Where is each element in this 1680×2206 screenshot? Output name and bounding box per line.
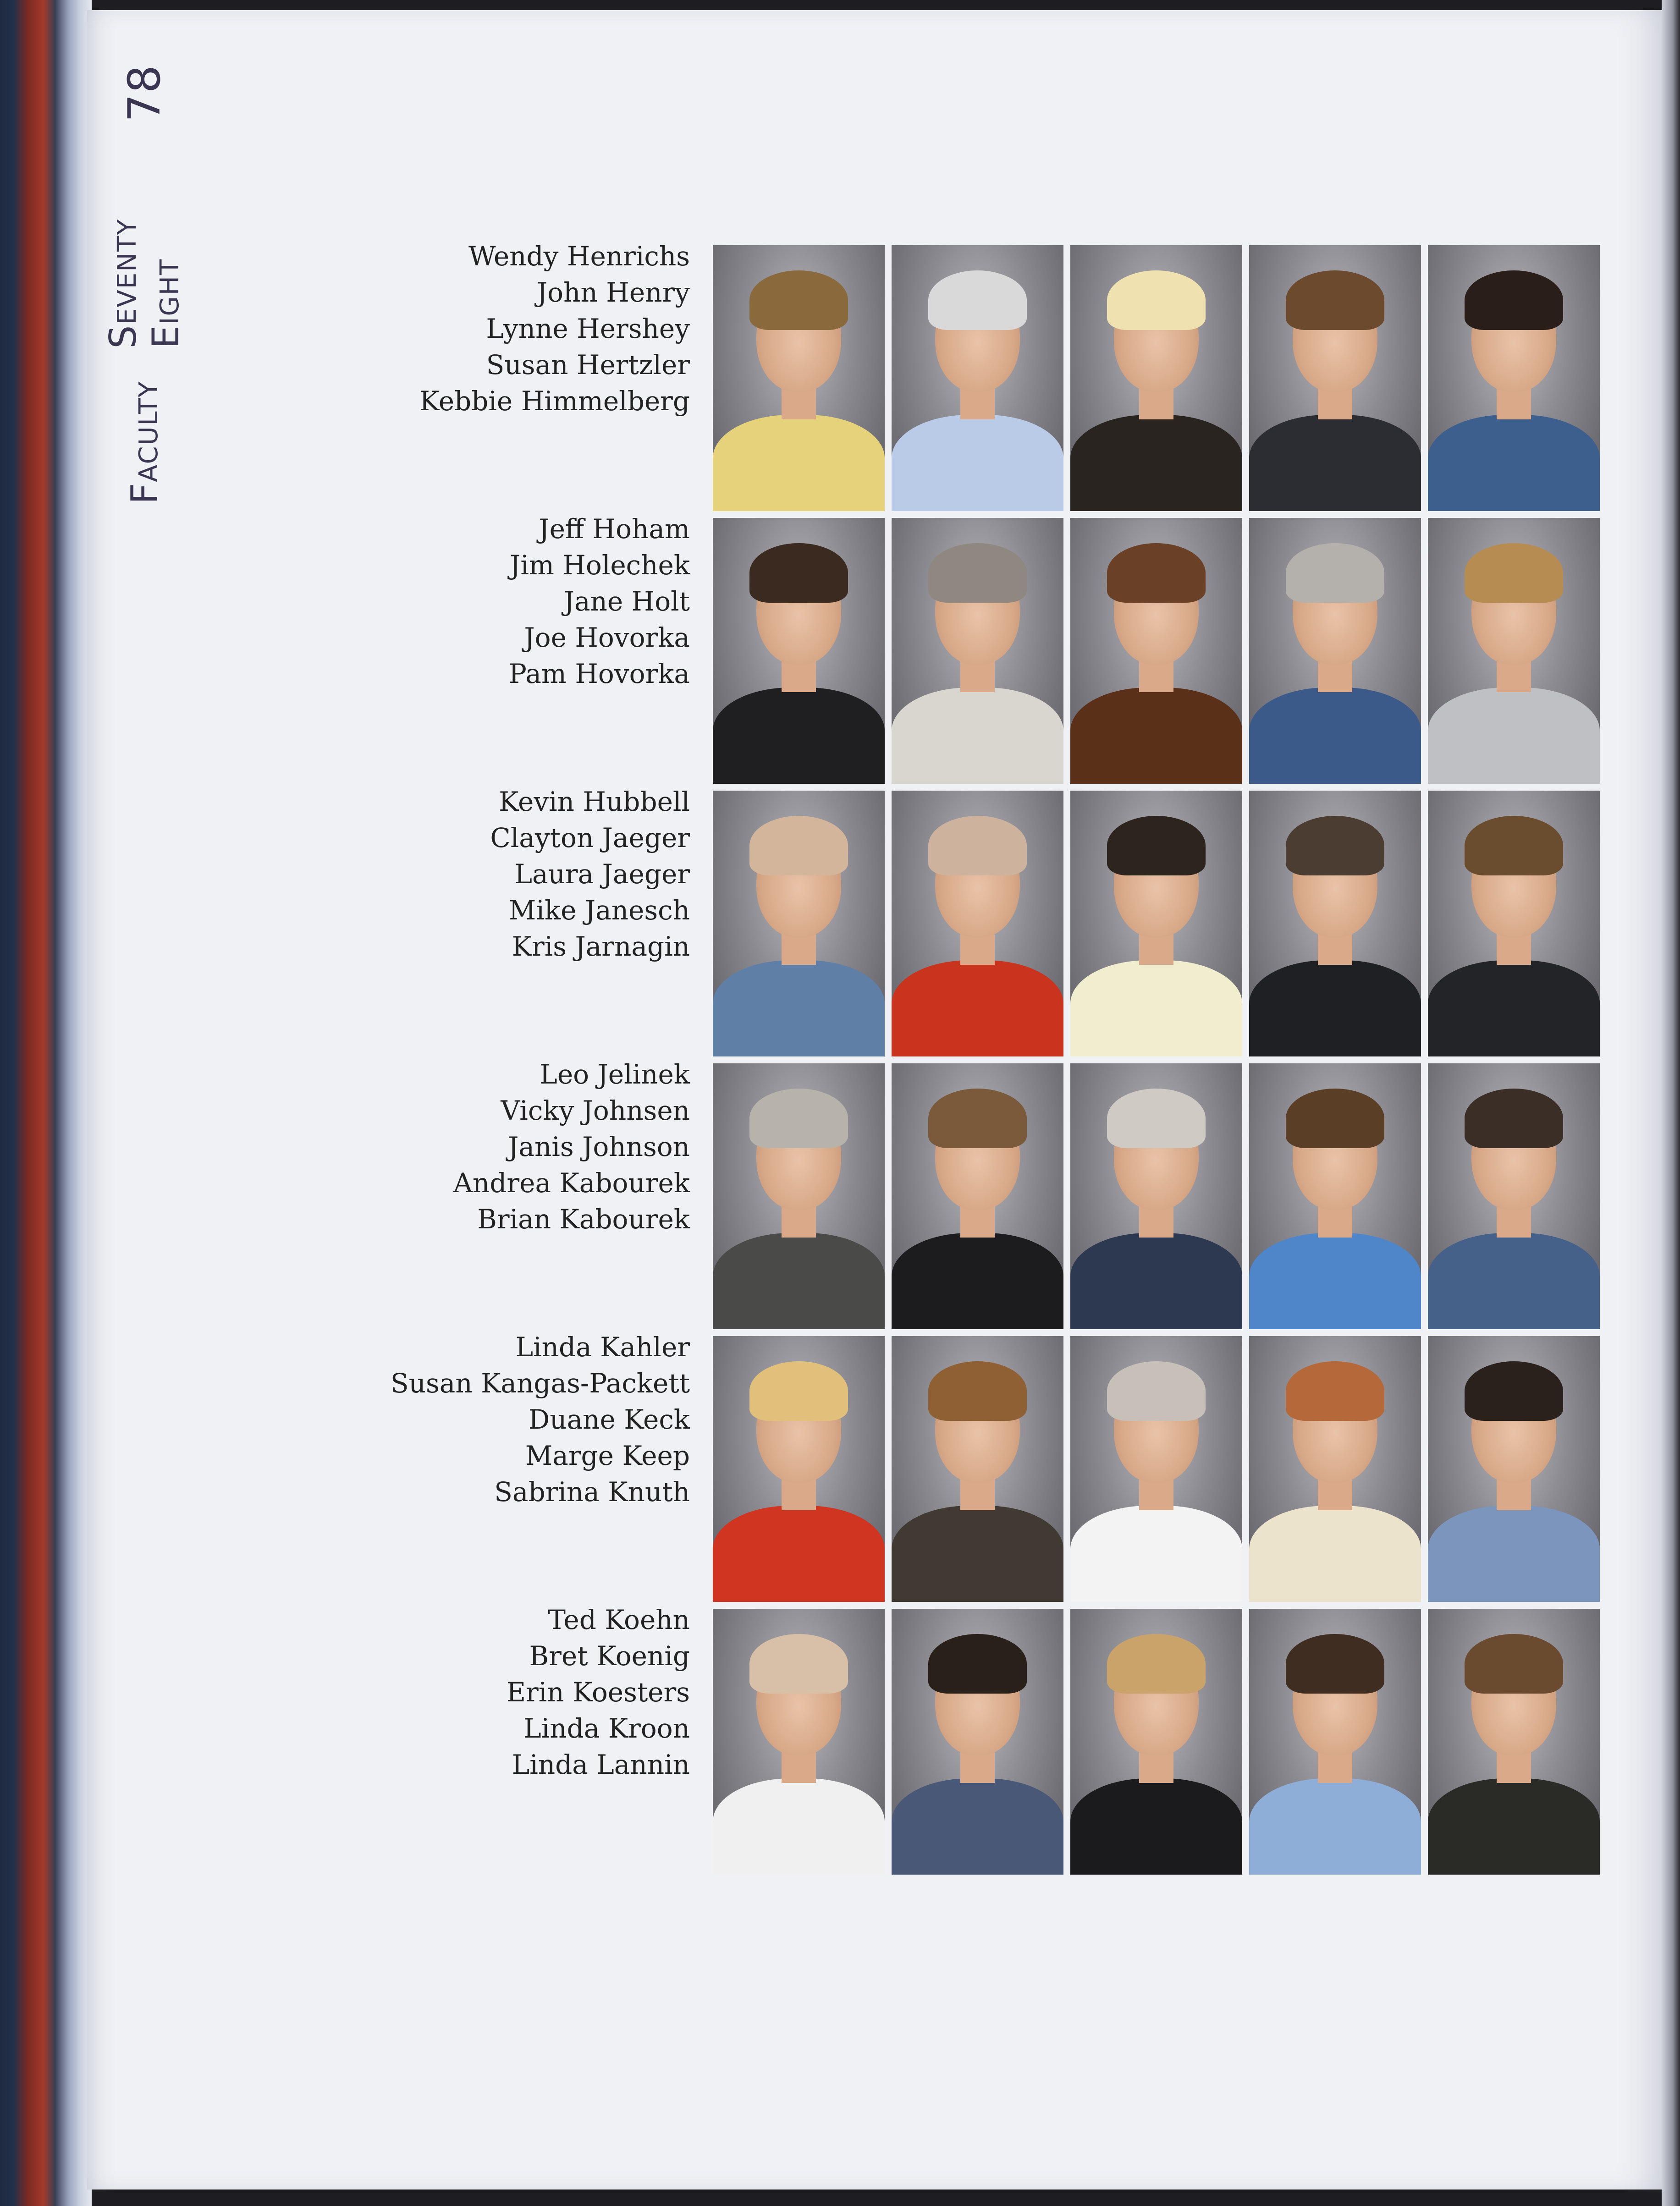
faculty-name: Kevin Hubbell [499,786,690,817]
name-list [140,1056,690,1238]
portrait-photo [892,518,1063,784]
portrait-photo [713,245,885,511]
page-number-words: Seventy Eight [102,218,187,349]
faculty-name: Leo Jelinek [540,1059,690,1090]
faculty-name: Susan Kangas-Packett [390,1368,690,1399]
portrait-photo [1070,518,1242,784]
portrait-photo [892,1609,1063,1875]
portrait-photo [713,1336,885,1602]
faculty-name: Jeff Hoham [539,513,690,545]
portrait-photo [1249,245,1421,511]
portrait-photo [1070,1063,1242,1329]
portrait-photo [1249,791,1421,1056]
book-binding [0,0,92,2206]
faculty-name: Jim Holechek [510,550,690,581]
faculty-name: Wendy Henrichs [468,241,690,272]
name-list [140,784,690,965]
portrait-photo [713,1063,885,1329]
faculty-name: Pam Hovorka [508,658,690,689]
portrait-photo [1070,791,1242,1056]
faculty-name: Erin Koesters [506,1677,690,1708]
faculty-name: Andrea Kabourek [453,1167,690,1199]
portrait-photo [713,1609,885,1875]
portrait-photo [1428,791,1600,1056]
portrait-photo [1428,245,1600,511]
faculty-name: Clayton Jaeger [490,822,690,853]
faculty-name: Brian Kabourek [477,1204,690,1235]
faculty-name: Ted Koehn [548,1604,690,1635]
portrait-photo [1428,518,1600,784]
portrait-photo [1070,245,1242,511]
portrait-photo [892,1336,1063,1602]
faculty-name: Susan Hertzler [486,349,690,380]
faculty-name: Laura Jaeger [514,858,690,890]
portrait-photo [713,518,885,784]
faculty-name: Duane Keck [528,1404,690,1435]
name-list [140,1602,690,1783]
portrait-photo [1428,1609,1600,1875]
portrait-photo [892,1063,1063,1329]
faculty-name: Linda Lannin [512,1749,690,1780]
faculty-name: Joe Hovorka [524,622,690,653]
name-list [140,511,690,692]
faculty-name: Linda Kroon [523,1713,690,1744]
name-list [140,1329,690,1510]
faculty-name: Janis Johnson [508,1131,690,1162]
portrait-photo [1070,1609,1242,1875]
section-title: Faculty [123,380,166,504]
faculty-name: Linda Kahler [515,1331,690,1363]
faculty-name: Kebbie Himmelberg [419,385,690,417]
faculty-name: Jane Holt [563,586,690,617]
faculty-name: Kris Jarnagin [512,931,690,962]
portrait-photo [1070,1336,1242,1602]
portrait-photo [1249,1063,1421,1329]
portrait-photo [1249,518,1421,784]
portrait-photo [1249,1336,1421,1602]
faculty-name: John Henry [536,277,690,308]
faculty-name: Mike Janesch [509,895,690,926]
faculty-name: Lynne Hershey [486,313,690,344]
faculty-name: Marge Keep [525,1440,690,1471]
portrait-photo [713,791,885,1056]
page-edge [1662,0,1680,2206]
faculty-name: Bret Koenig [529,1640,690,1672]
portrait-photo [1428,1336,1600,1602]
faculty-name: Sabrina Knuth [494,1476,690,1507]
portrait-photo [892,245,1063,511]
name-list [140,238,690,419]
portrait-photo [892,791,1063,1056]
faculty-name: Vicky Johnsen [501,1095,690,1126]
page-number: 78 [119,64,170,122]
portrait-photo [1249,1609,1421,1875]
portrait-photo [1428,1063,1600,1329]
